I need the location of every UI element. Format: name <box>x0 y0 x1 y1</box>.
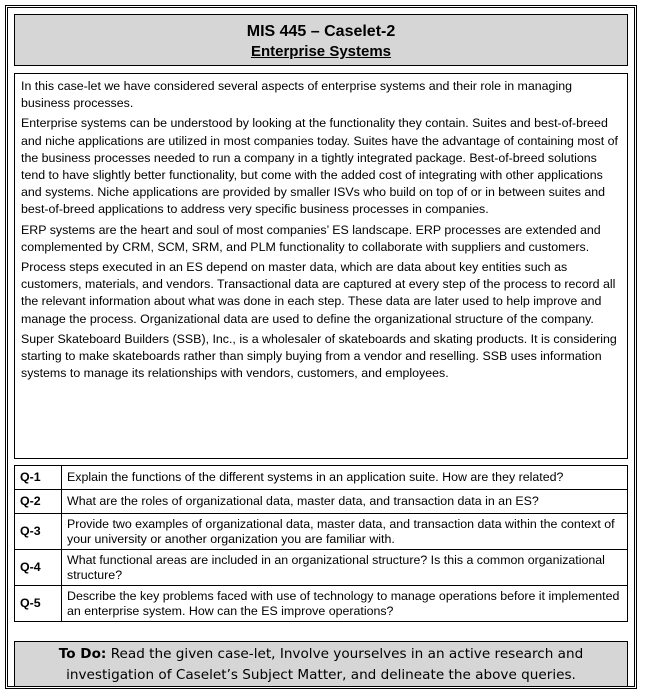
caselet-paragraph-ssb: Super Skateboard Builders (SSB), Inc., is a wholesaler of skateboards and skating products. It is considering starting to make skateboards rather than simply buying from a vendor and reselling. SSB uses information systems to manage its relationships with vendors, customers, and employees. <box>21 331 617 381</box>
page-subtitle: Enterprise Systems <box>250 43 392 60</box>
caselet-text-box <box>14 73 628 459</box>
question-text: What are the roles of organizational data, master data, and transaction data in an ES? <box>62 490 628 514</box>
question-row <box>15 550 628 586</box>
caselet-sheet <box>5 5 637 689</box>
question-row <box>15 490 628 514</box>
question-id: Q-2 <box>15 490 62 514</box>
question-text: What functional areas are included in an organizational structure? Is this a common organizational structure? <box>62 550 628 586</box>
caselet-paragraph-data: Process steps executed in an ES depend on master data, which are data about key entities such as customers, materials, and vendors. Transactional data are captured at every step of the process to record all the relevant information about what was done in each step. These data are later used to help improve and manage the process. Organizational data are used to define the organizational structure of the company. <box>21 260 616 326</box>
todo-text: Read the given case-let, Involve yourselves in an active research and investigation of Caselet’s Subject Matter, and delineate the above queries. <box>66 646 584 683</box>
question-row <box>15 514 628 550</box>
question-id: Q-3 <box>15 514 62 550</box>
todo-box <box>14 641 628 687</box>
caselet-paragraph-intro: In this case-let we have considered several aspects of enterprise systems and their role in managing business processes. <box>21 79 572 111</box>
questions-table <box>14 465 628 622</box>
question-id: Q-1 <box>15 466 62 490</box>
question-text: Provide two examples of organizational data, master data, and transaction data within the context of your university or another organization you are familiar with. <box>62 514 628 550</box>
caselet-paragraph-erp: ERP systems are the heart and soul of most companies’ ES landscape. ERP processes are extended and complemented by CRM, SCM, SRM, and PLM functionality to collaborate with suppliers and customers. <box>21 222 601 254</box>
question-id: Q-4 <box>15 550 62 586</box>
caselet-paragraph-functionality: Enterprise systems can be understood by looking at the functionality they contain. Suites and best-of-breed and niche applications are utilized in most companies today. Suites have the advantage of containing most of the business processes needed to run a company in a tightly integrated package. Best-of-breed solutions tend to have slightly better functionality, but come with the added cost of integrating with other applications and systems. Niche applications are provided by smaller ISVs who build on top of or in between suites and best-of-breed applications to address very specific business processes in companies. <box>21 116 618 217</box>
header-box <box>14 14 628 66</box>
question-row <box>15 586 628 622</box>
question-text: Explain the functions of the different systems in an application suite. How are they related? <box>62 466 628 490</box>
question-id: Q-5 <box>15 586 62 622</box>
question-row <box>15 466 628 490</box>
page-title: MIS 445 – Caselet-2 <box>246 23 396 40</box>
todo-label: To Do: <box>58 646 107 662</box>
question-text: Describe the key problems faced with use of technology to manage operations before it implemented an enterprise system. How can the ES improve operations? <box>62 586 628 622</box>
